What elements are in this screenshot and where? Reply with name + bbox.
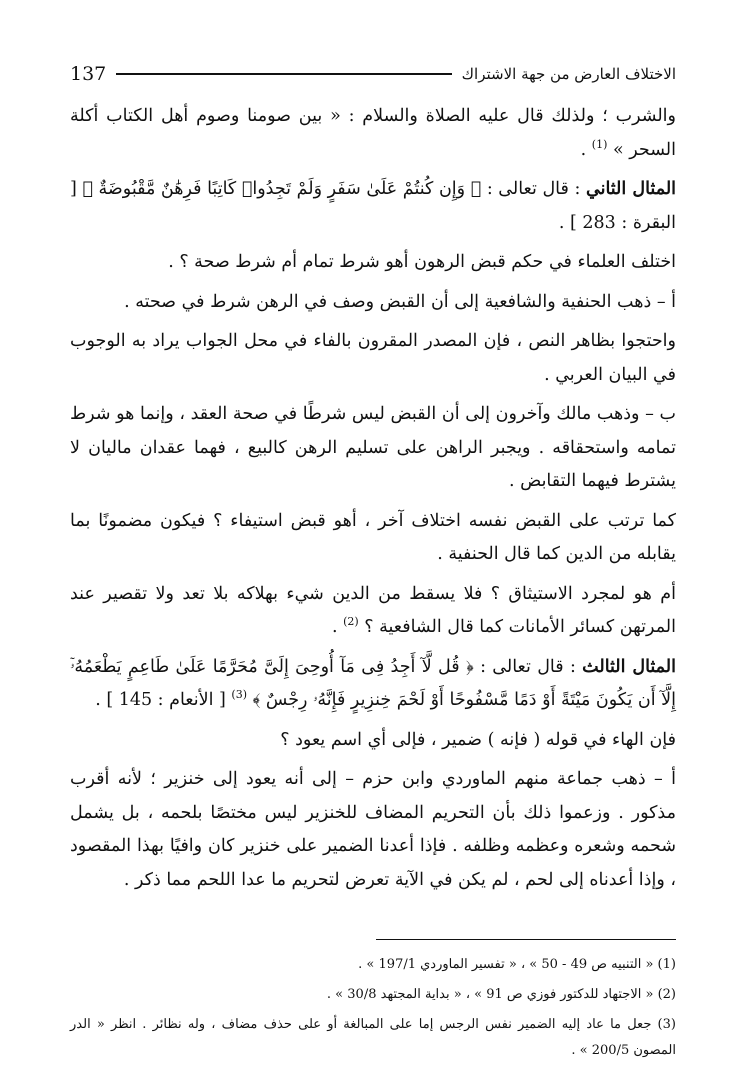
running-header — [70, 54, 676, 94]
example-two — [70, 173, 676, 240]
example-three-intro: : قال تعالى : — [473, 656, 583, 677]
paragraph — [70, 100, 676, 167]
header-rule — [116, 73, 451, 75]
paragraph: اختلف العلماء في حكم قبض الرهون أهو شرط تمام أم شرط صحة ؟ . — [168, 252, 676, 272]
paragraph-text: والشرب ؛ ولذلك قال عليه الصلاة والسلام : « بين صومنا وصوم أهل الكتاب أكلة السحر » — [70, 106, 676, 160]
footnote-3: (3) جعل ما عاد إليه الضمير نفس الرجس إما على المبالغة أو على حذف مضاف ، وله نظائر . انظر « الدر المصون 200/5 » . — [70, 1017, 676, 1058]
footnote-1: (1) « التنبيه ص 49 - 50 » ، « تفسير الماوردي 197/1 » . — [358, 957, 676, 972]
example-two-intro: : قال تعالى : — [481, 179, 586, 199]
body-text — [70, 100, 676, 897]
verse-citation: [ البقرة : 283 ] . — [70, 179, 676, 233]
paragraph-end: . — [580, 139, 592, 160]
page-number: 137 — [70, 63, 107, 85]
example-three-label: المثال الثالث — [582, 656, 676, 677]
book-page — [70, 54, 676, 1068]
quran-verse: ﴿ قُل لَّآ أَجِدُ فِى مَآ أُوحِىَ إِلَىَّ مُحَرَّمًا عَلَىٰ طَاعِمٍ يَطْعَمُهُۥٓ إِلَّآ أَن يَكُونَ مَيْتَةً أَوْ دَمًا مَّسْفُوحًا أَوْ لَحْمَ خِنزِيرٍ فَإِنَّهُۥ رِجْسٌ ﴾ — [70, 656, 676, 710]
paragraph: أ – ذهب جماعة منهم الماوردي وابن حزم – إلى أنه يعود إلى خنزير ؛ لأنه أقرب مذكور . وزعموا ذلك بأن التحريم المضاف للخنزير ليس مختصًا بلحمه ، بل يشمل شحمه وشعره وعظمه وظلفه . فإذا أعدنا الضمير على خنزير كان وافيًا بهذا المقصود ، وإذا أعدناه إلى لحم ، لم يكن في الآية تعرض لتحريم ما عدا اللحم مما ذكر . — [70, 769, 676, 890]
running-title: الاختلاف العارض من جهة الاشتراك — [461, 65, 676, 83]
paragraph: كما ترتب على القبض نفسه اختلاف آخر ، أهو قبض استيفاء ؟ فيكون مضمونًا بما يقابله من الدين كما قال الحنفية . — [70, 510, 676, 564]
quran-verse: ﴿ وَإِن كُنتُمْ عَلَىٰ سَفَرٍ وَلَمْ تَجِدُوا۟ كَاتِبًا فَرِهَٰنٌ مَّقْبُوضَةٌ ﴾ — [82, 179, 482, 199]
footnote-2: (2) « الاجتهاد للدكتور فوزي ص 91 » ، « بداية المجتهد 30/8 » . — [326, 987, 676, 1002]
footnote-separator — [376, 939, 676, 940]
footnote-ref-2: (2) — [343, 615, 359, 629]
footnotes — [70, 952, 676, 1064]
verse-citation: [ الأنعام : 145 ] . — [95, 690, 232, 710]
footnote-ref-1: (1) — [591, 137, 608, 151]
paragraph: فإن الهاء في قوله ( فإنه ) ضمير ، فإلى أي اسم يعود ؟ — [280, 729, 676, 750]
footnote-ref-3: (3) — [231, 688, 247, 702]
paragraph — [70, 578, 676, 645]
paragraph: واحتجوا بظاهر النص ، فإن المصدر المقرون بالفاء في محل الجواب يراد به الوجوب في البيان العربي . — [70, 331, 676, 385]
paragraph-end: . — [331, 617, 344, 637]
paragraph-text: أم هو لمجرد الاستيثاق ؟ فلا يسقط من الدين شيء بهلاكه بلا تعد ولا تقصير عند المرتهن كسائر الأمانات كما قال الشافعية ؟ — [70, 583, 676, 637]
paragraph: أ – ذهب الحنفية والشافعية إلى أن القبض وصف في الرهن شرط في صحته . — [124, 291, 676, 312]
example-three — [70, 651, 676, 718]
paragraph: ب – وذهب مالك وآخرون إلى أن القبض ليس شرطًا في صحة العقد ، وإنما هو شرط تمامه واستحقاقه . ويجبر الراهن على تسليم الرهن كالبيع ، فهما عقدان ماليان لا يشترط فيهما التقابض . — [70, 404, 676, 491]
example-two-label: المثال الثاني — [585, 179, 677, 199]
